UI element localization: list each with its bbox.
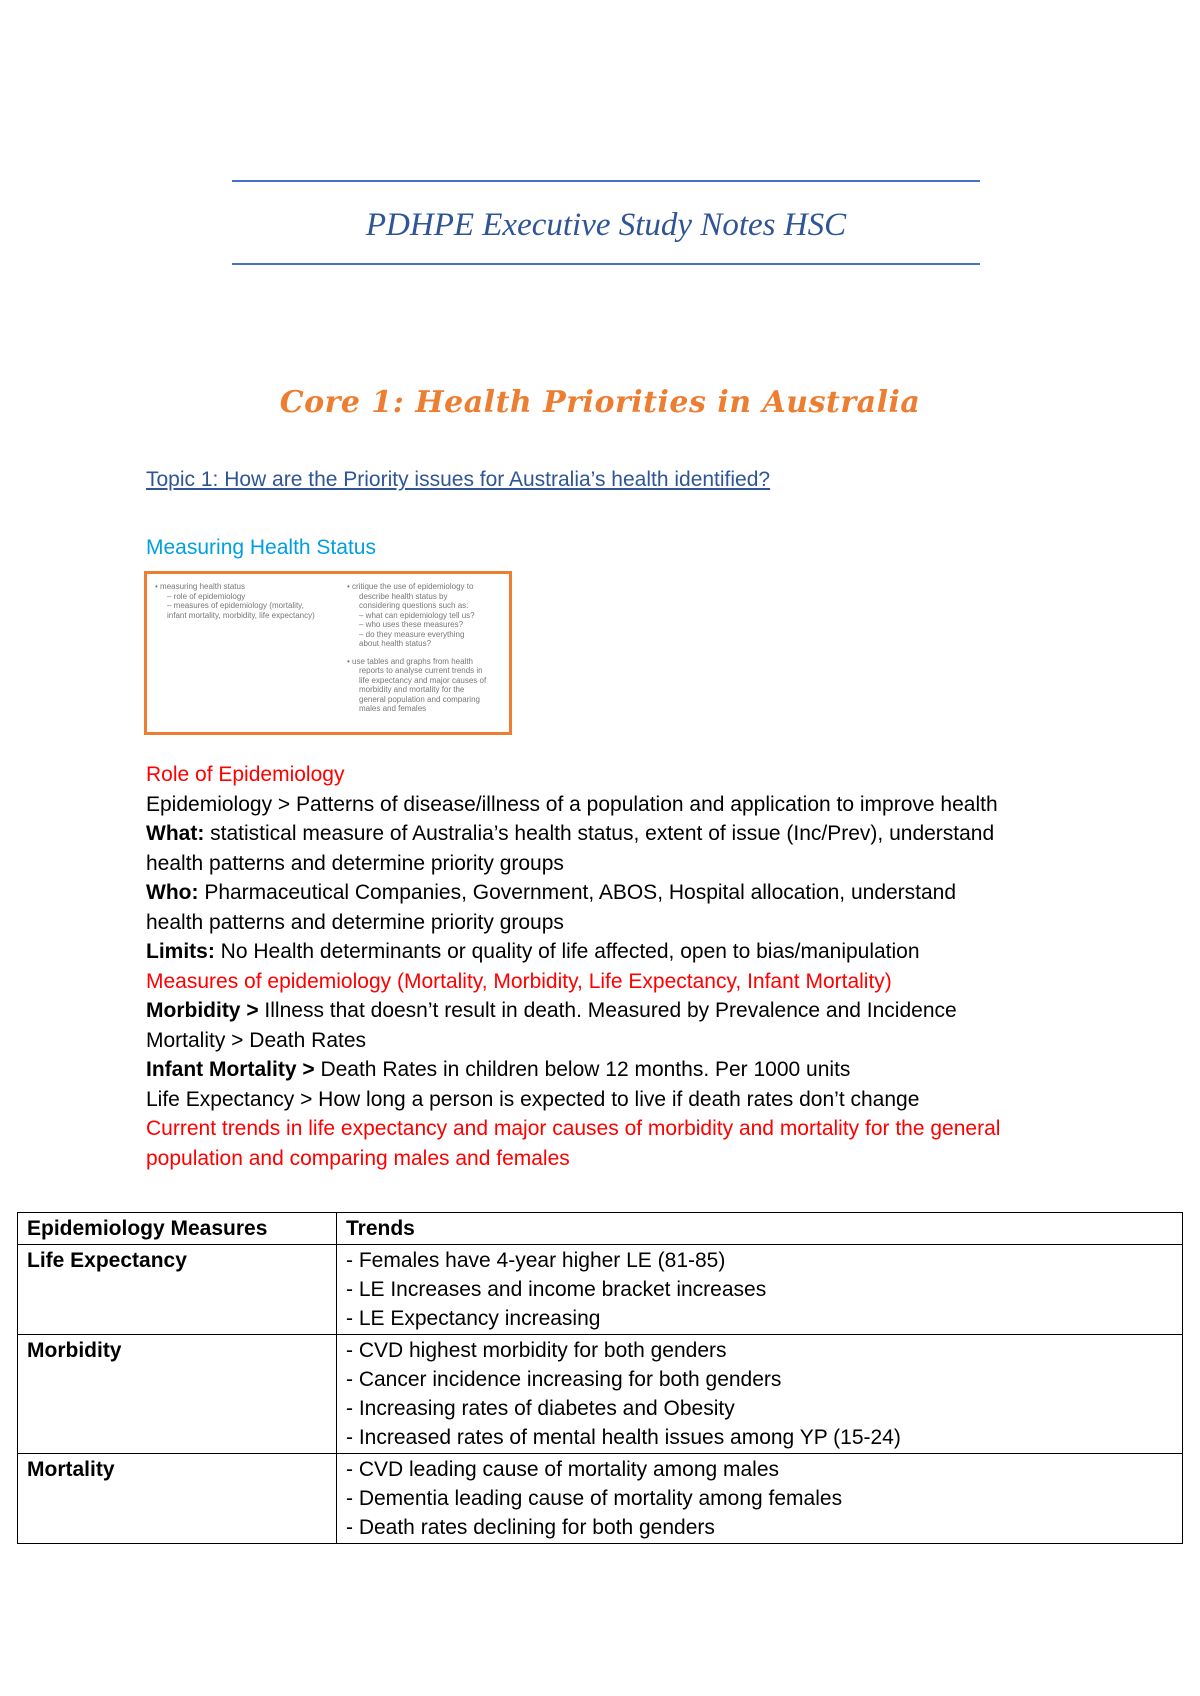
what-text: statistical measure of Australia’s health status, extent of issue (Inc/Prev), understand <box>204 822 995 845</box>
trend-item: - Dementia leading cause of mortality among females <box>346 1487 843 1510</box>
measures-heading: Measures of epidemiology (Mortality, Morbidity, Life Expectancy, Infant Mortality) <box>146 969 892 993</box>
notes-body <box>146 760 1086 1173</box>
syllabus-line: describe health status by <box>359 591 448 601</box>
trends-cell <box>337 1454 1183 1544</box>
trend-item: - CVD leading cause of mortality among males <box>346 1458 780 1481</box>
title-rule-top <box>232 180 980 182</box>
table-header-row <box>18 1213 1183 1245</box>
who-line <box>146 878 1086 908</box>
syllabus-line: • use tables and graphs from health <box>347 656 473 666</box>
trend-item: - LE Increases and income bracket increases <box>346 1278 767 1301</box>
syllabus-line: about health status? <box>359 639 432 648</box>
trend-item: - CVD highest morbidity for both genders <box>346 1339 727 1362</box>
syllabus-excerpt <box>144 571 512 735</box>
trends-table <box>17 1212 1183 1544</box>
syllabus-left-column <box>155 582 340 620</box>
life-expectancy-line: Life Expectancy > How long a person is expected to live if death rates don’t change <box>146 1087 920 1111</box>
table-row <box>18 1245 1183 1335</box>
trend-item: - Increasing rates of diabetes and Obesity <box>346 1397 735 1420</box>
measure-cell: Mortality <box>18 1454 337 1544</box>
morbidity-text: Illness that doesn’t result in death. Measured by Prevalence and Incidence <box>258 999 957 1022</box>
morbidity-label: Morbidity > <box>146 999 259 1022</box>
infant-mortality-label: Infant Mortality > <box>146 1058 315 1081</box>
syllabus-line: reports to analyse current trends in <box>359 666 483 675</box>
syllabus-line: morbidity and mortality for the <box>359 685 465 694</box>
syllabus-right-column <box>347 582 507 714</box>
table-row <box>18 1335 1183 1454</box>
document-title: PDHPE Executive Study Notes HSC <box>365 207 847 243</box>
infant-mortality-line <box>146 1055 1086 1085</box>
trend-item: - Cancer incidence increasing for both genders <box>346 1368 782 1391</box>
syllabus-line: • critique the use of epidemiology to <box>347 582 474 591</box>
title-rule-bottom <box>232 263 980 265</box>
infant-mortality-text: Death Rates in children below 12 months. Per 1000 units <box>314 1058 851 1081</box>
syllabus-line: males and females <box>359 704 427 713</box>
role-heading: Role of Epidemiology <box>146 763 345 786</box>
syllabus-line: • measuring health status <box>155 582 245 591</box>
trend-item: - Increased rates of mental health issues among YP (15-24) <box>346 1426 901 1449</box>
trend-item: - Death rates declining for both genders <box>346 1516 715 1539</box>
syllabus-line: life expectancy and major causes of <box>359 675 487 685</box>
core-title: Core 1: Health Priorities in Australia <box>279 385 921 420</box>
table-header-cell: Epidemiology Measures <box>18 1213 337 1245</box>
syllabus-line: – who uses these measures? <box>359 620 464 629</box>
syllabus-line: general population and comparing <box>359 694 480 704</box>
morbidity-line <box>146 996 1086 1026</box>
who-text: Pharmaceutical Companies, Government, ABOS, Hospital allocation, understand <box>198 881 957 904</box>
mortality-line: Mortality > Death Rates <box>146 1028 367 1052</box>
what-continuation: health patterns and determine priority groups <box>146 851 564 875</box>
what-label: What: <box>146 822 205 845</box>
table-row <box>18 1454 1183 1544</box>
who-continuation: health patterns and determine priority groups <box>146 910 564 934</box>
limits-line <box>146 937 1086 967</box>
trends-heading-line2: population and comparing males and females <box>146 1146 570 1170</box>
syllabus-line: infant mortality, morbidity, life expectancy) <box>167 610 315 620</box>
limits-text: No Health determinants or quality of life affected, open to bias/manipulation <box>214 940 920 963</box>
syllabus-line: – do they measure everything <box>359 629 465 639</box>
trend-item: - Females have 4-year higher LE (81-85) <box>346 1249 726 1272</box>
syllabus-line: – role of epidemiology <box>167 591 246 601</box>
section-heading: Measuring Health Status <box>146 536 376 559</box>
trends-cell <box>337 1335 1183 1454</box>
measure-cell: Morbidity <box>18 1335 337 1454</box>
measure-cell: Life Expectancy <box>18 1245 337 1335</box>
syllabus-gap <box>347 649 507 657</box>
trends-heading-line1: Current trends in life expectancy and major causes of morbidity and mortality for the general <box>146 1117 1001 1140</box>
what-line <box>146 819 1086 849</box>
syllabus-line: – what can epidemiology tell us? <box>359 610 475 620</box>
trends-cell <box>337 1245 1183 1335</box>
table-header-cell: Trends <box>337 1213 1183 1245</box>
epidemiology-definition: Epidemiology > Patterns of disease/illness of a population and application to improve health <box>146 792 998 816</box>
topic-heading: Topic 1: How are the Priority issues for Australia’s health identified? <box>146 468 771 491</box>
trend-item: - LE Expectancy increasing <box>346 1307 601 1330</box>
syllabus-line: – measures of epidemiology (mortality, <box>167 601 304 610</box>
limits-label: Limits: <box>146 940 215 963</box>
who-label: Who: <box>146 881 199 904</box>
syllabus-line: considering questions such as: <box>359 601 469 610</box>
